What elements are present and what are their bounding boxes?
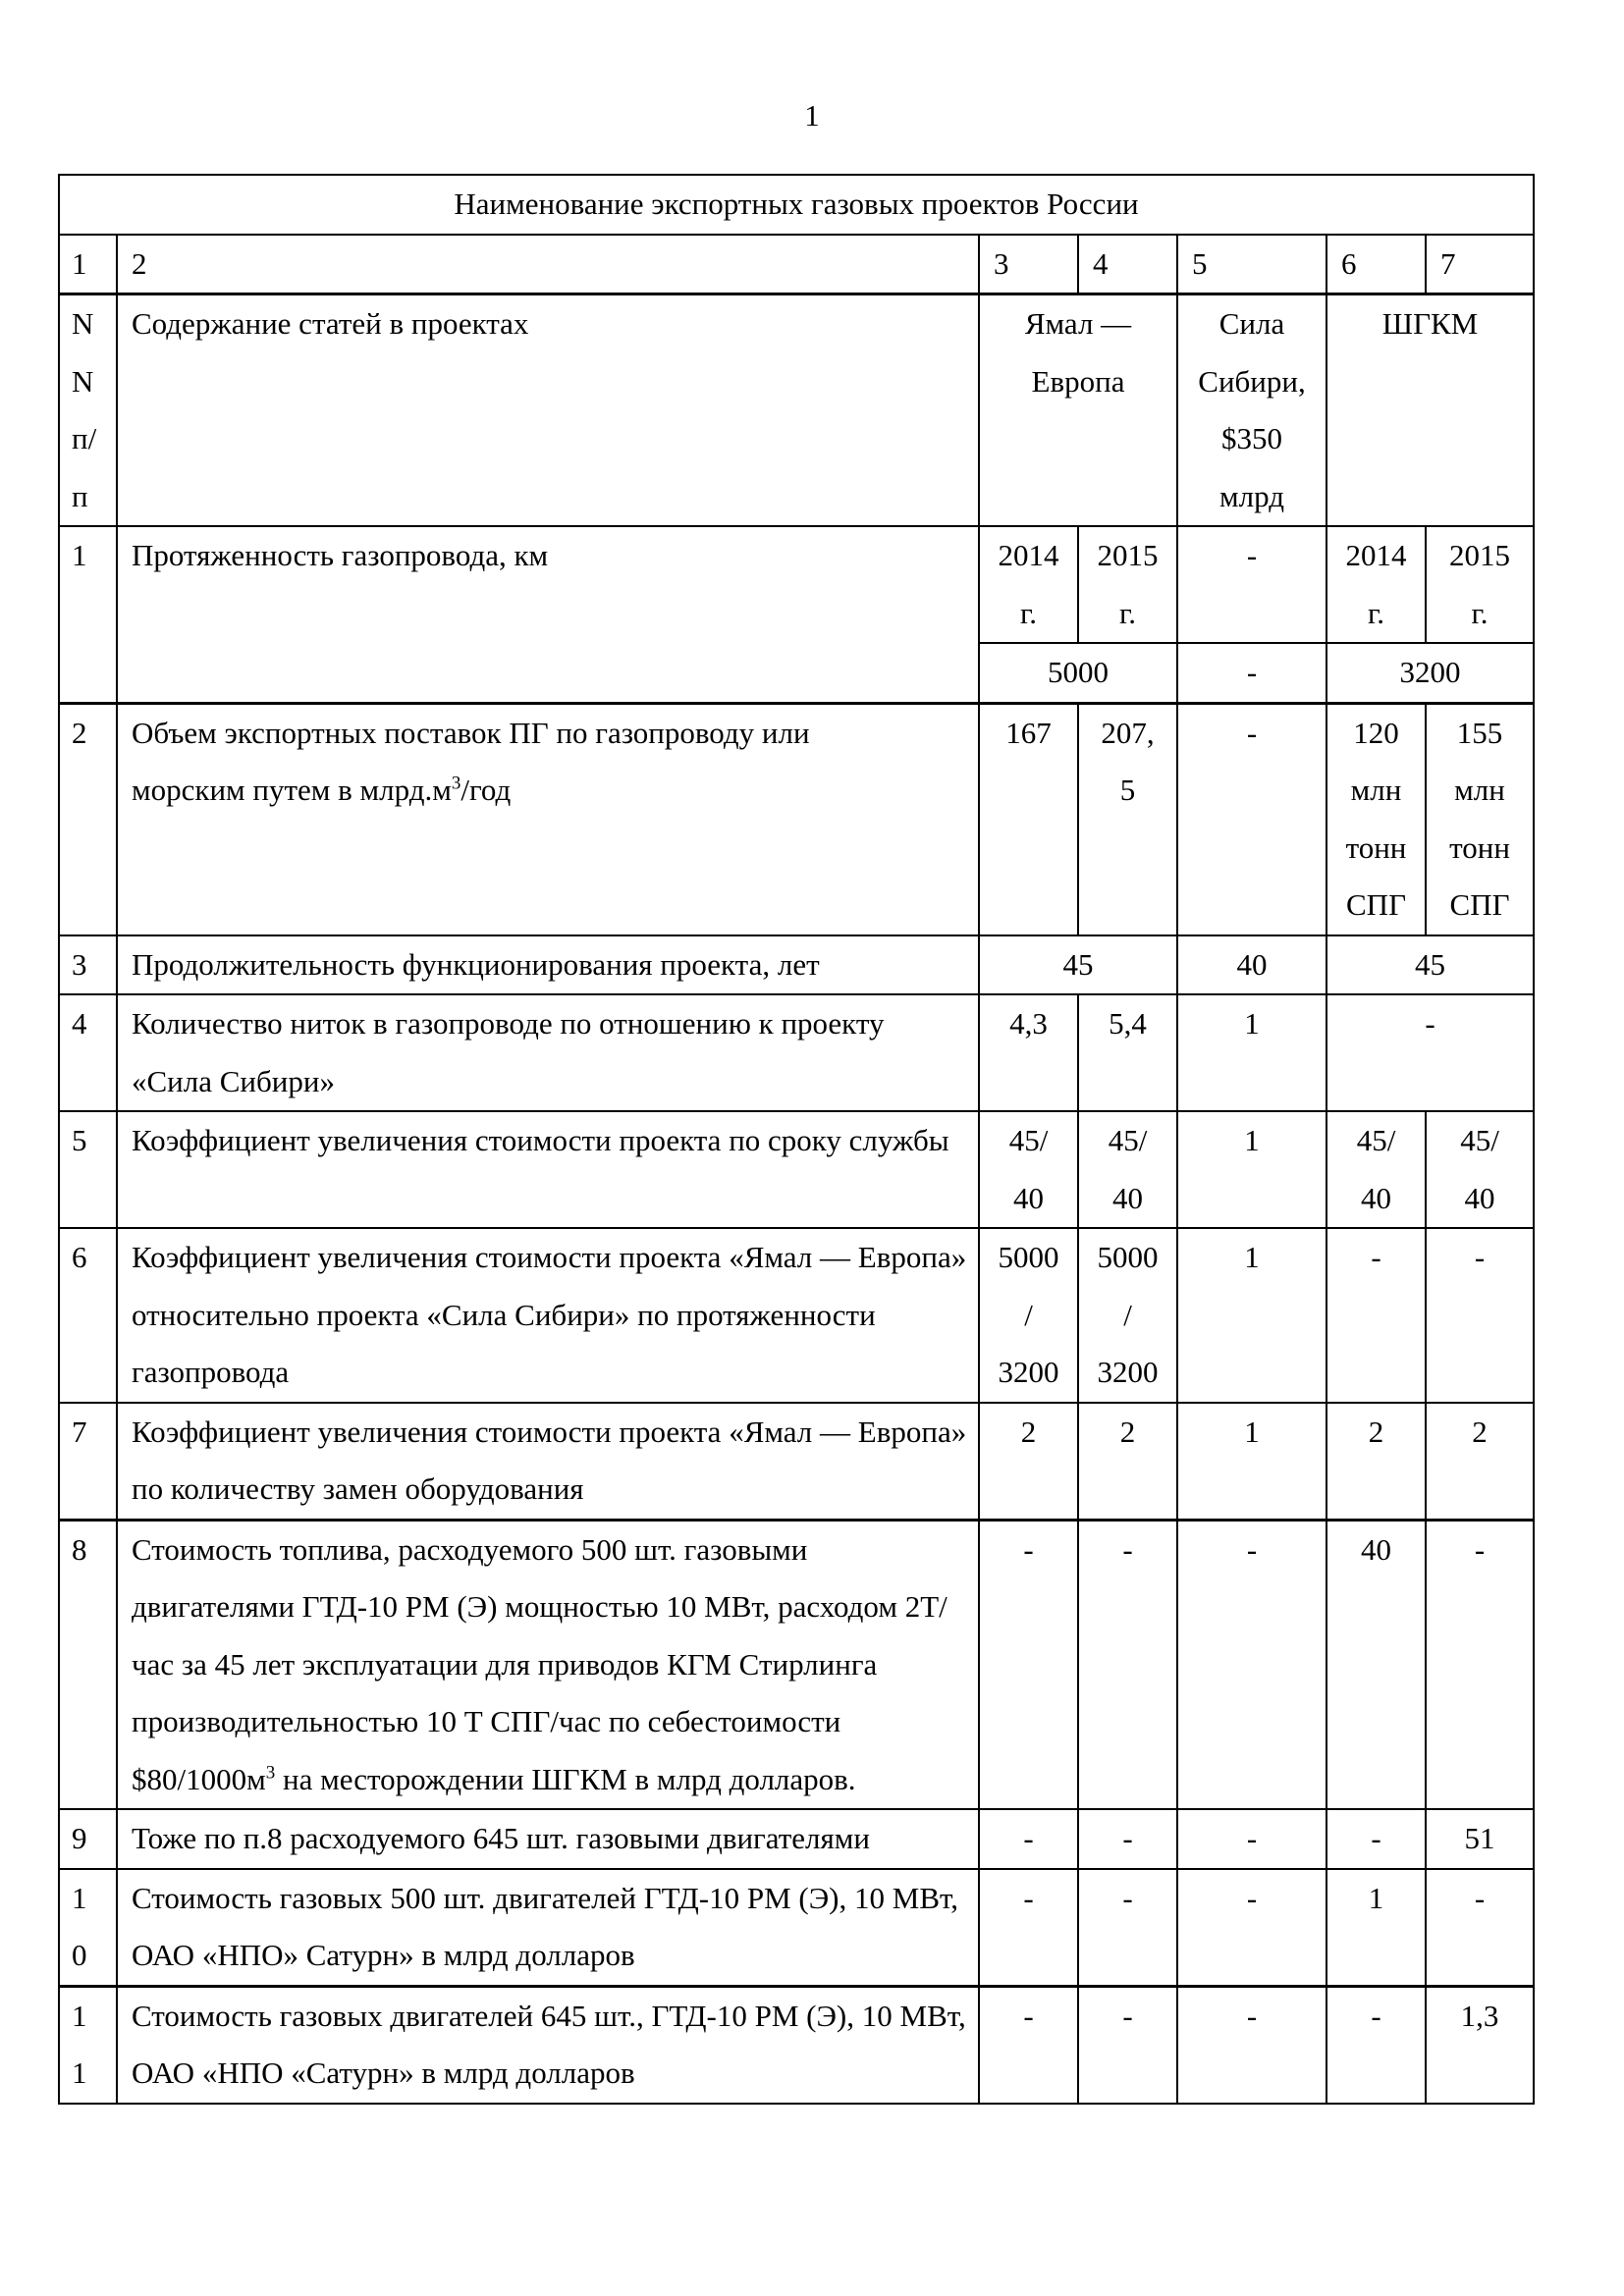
table-cell: -	[1177, 1869, 1326, 1987]
column-number: 3	[979, 235, 1078, 294]
table-cell: 45/ 40	[979, 1111, 1078, 1228]
table-cell: -	[979, 1986, 1078, 2104]
table-cell: 40	[1326, 1520, 1426, 1809]
column-number: 2	[117, 235, 979, 294]
table-cell: 45/ 40	[1078, 1111, 1177, 1228]
row-text: Стоимость топлива, расходуемого 500 шт. газовыми двигателями ГТД-10 РМ (Э) мощностью 10 МВт, расходом 2Т/час за 45 лет эксплуатации для приводов КГМ Стирлинга производительностью 10 Т СПГ/час по себестоимости $\$80/1000м^3$ на месторождении ШГКМ в млрд долларов.	[117, 1520, 979, 1809]
table-cell: -	[979, 1869, 1078, 1987]
table-cell: 1	[1177, 1403, 1326, 1521]
header-yamal-europe: Ямал — Европа	[979, 294, 1177, 527]
column-number: 4	[1078, 235, 1177, 294]
table-cell: -	[1326, 1809, 1426, 1869]
header-content: Содержание статей в проектах	[117, 294, 979, 527]
table-cell: 1	[1326, 1869, 1426, 1987]
row-text: Продолжительность функционирования проекта, лет	[117, 935, 979, 995]
row-number: 8	[59, 1520, 117, 1809]
row-text: Тоже по п.8 расходуемого 645 шт. газовыми двигателями	[117, 1809, 979, 1869]
table-cell: 167	[979, 703, 1078, 935]
table-cell: -	[1426, 1520, 1534, 1809]
table-cell: -	[1177, 703, 1326, 935]
table-cell: -	[1426, 1869, 1534, 1987]
table-cell: -	[979, 1520, 1078, 1809]
column-number: 1	[59, 235, 117, 294]
column-number: 6	[1326, 235, 1426, 294]
column-number: 5	[1177, 235, 1326, 294]
table-cell: 40	[1177, 935, 1326, 995]
table-cell: 2014 г.	[979, 526, 1078, 643]
table-cell: 155 млн тонн СПГ	[1426, 703, 1534, 935]
table-cell: 2014 г.	[1326, 526, 1426, 643]
row-number: 9	[59, 1809, 117, 1869]
row-text: Протяженность газопровода, км	[117, 526, 979, 703]
row-text: Стоимость газовых 500 шт. двигателей ГТД-10 РМ (Э), 10 МВт, ОАО «НПО» Сатурн» в млрд долларов	[117, 1869, 979, 1987]
row-number: 5	[59, 1111, 117, 1228]
table-cell: -	[1078, 1869, 1177, 1987]
table-cell: -	[1326, 1986, 1426, 2104]
header-sila-sibiri: Сила Сибири, $350 млрд	[1177, 294, 1326, 527]
export-gas-projects-table	[58, 174, 1535, 2105]
table-cell: -	[1177, 526, 1326, 643]
row-number: 6	[59, 1228, 117, 1403]
row-text: Коэффициент увеличения стоимости проекта по сроку службы	[117, 1111, 979, 1228]
table-cell: -	[1177, 1809, 1326, 1869]
table-cell: 120 млн тонн СПГ	[1326, 703, 1426, 935]
row-text: Коэффициент увеличения стоимости проекта «Ямал — Европа» по количеству замен оборудования	[117, 1403, 979, 1521]
table-title: Наименование экспортных газовых проектов России	[59, 175, 1534, 235]
table-cell: 2	[1326, 1403, 1426, 1521]
table-cell: 5,4	[1078, 994, 1177, 1111]
table-cell: 4,3	[979, 994, 1078, 1111]
table-cell: 5000	[979, 643, 1177, 703]
table-cell: -	[1177, 1520, 1326, 1809]
row-number: 1 1	[59, 1986, 117, 2104]
table-cell: 45	[1326, 935, 1534, 995]
table-cell: 1	[1177, 1228, 1326, 1403]
table-cell: 5000 / 3200	[1078, 1228, 1177, 1403]
table-cell: -	[1177, 643, 1326, 703]
table-cell: -	[1177, 1986, 1326, 2104]
table-cell: 45/ 40	[1426, 1111, 1534, 1228]
table-cell: -	[1326, 1228, 1426, 1403]
page-number: 1	[804, 98, 820, 133]
row-number: 3	[59, 935, 117, 995]
row-text: Стоимость газовых двигателей 645 шт., ГТД-10 РМ (Э), 10 МВт, ОАО «НПО «Сатурн» в млрд долларов	[117, 1986, 979, 2104]
table-cell: 5000 / 3200	[979, 1228, 1078, 1403]
table-cell: 2	[1078, 1403, 1177, 1521]
table-cell: 45	[979, 935, 1177, 995]
table-cell: -	[1426, 1228, 1534, 1403]
table-cell: 1,3	[1426, 1986, 1534, 2104]
table-cell: 51	[1426, 1809, 1534, 1869]
table-cell: 3200	[1326, 643, 1534, 703]
table-cell: -	[1078, 1986, 1177, 2104]
table-cell: -	[1078, 1520, 1177, 1809]
table-cell: -	[979, 1809, 1078, 1869]
table-cell: 2015 г.	[1078, 526, 1177, 643]
table-cell: 45/ 40	[1326, 1111, 1426, 1228]
row-number: 1 0	[59, 1869, 117, 1987]
table-cell: -	[1078, 1809, 1177, 1869]
table-cell: 2	[979, 1403, 1078, 1521]
table-cell: 207, 5	[1078, 703, 1177, 935]
row-number: 7	[59, 1403, 117, 1521]
row-text: Коэффициент увеличения стоимости проекта «Ямал — Европа» относительно проекта «Сила Сибири» по протяженности газопровода	[117, 1228, 979, 1403]
header-shgkm: ШГКМ	[1326, 294, 1534, 527]
row-number: 1	[59, 526, 117, 703]
column-number: 7	[1426, 235, 1534, 294]
row-text: Объем экспортных поставок ПГ по газопроводу или морским путем в $млрд.м^3$/год	[117, 703, 979, 935]
header-row-number: N N п/ п	[59, 294, 117, 527]
table-cell: 2	[1426, 1403, 1534, 1521]
table-cell: -	[1326, 994, 1534, 1111]
row-text: Количество ниток в газопроводе по отношению к проекту «Сила Сибири»	[117, 994, 979, 1111]
row-number: 4	[59, 994, 117, 1111]
table-cell: 1	[1177, 1111, 1326, 1228]
table-cell: 1	[1177, 994, 1326, 1111]
table-cell: 2015 г.	[1426, 526, 1534, 643]
row-number: 2	[59, 703, 117, 935]
